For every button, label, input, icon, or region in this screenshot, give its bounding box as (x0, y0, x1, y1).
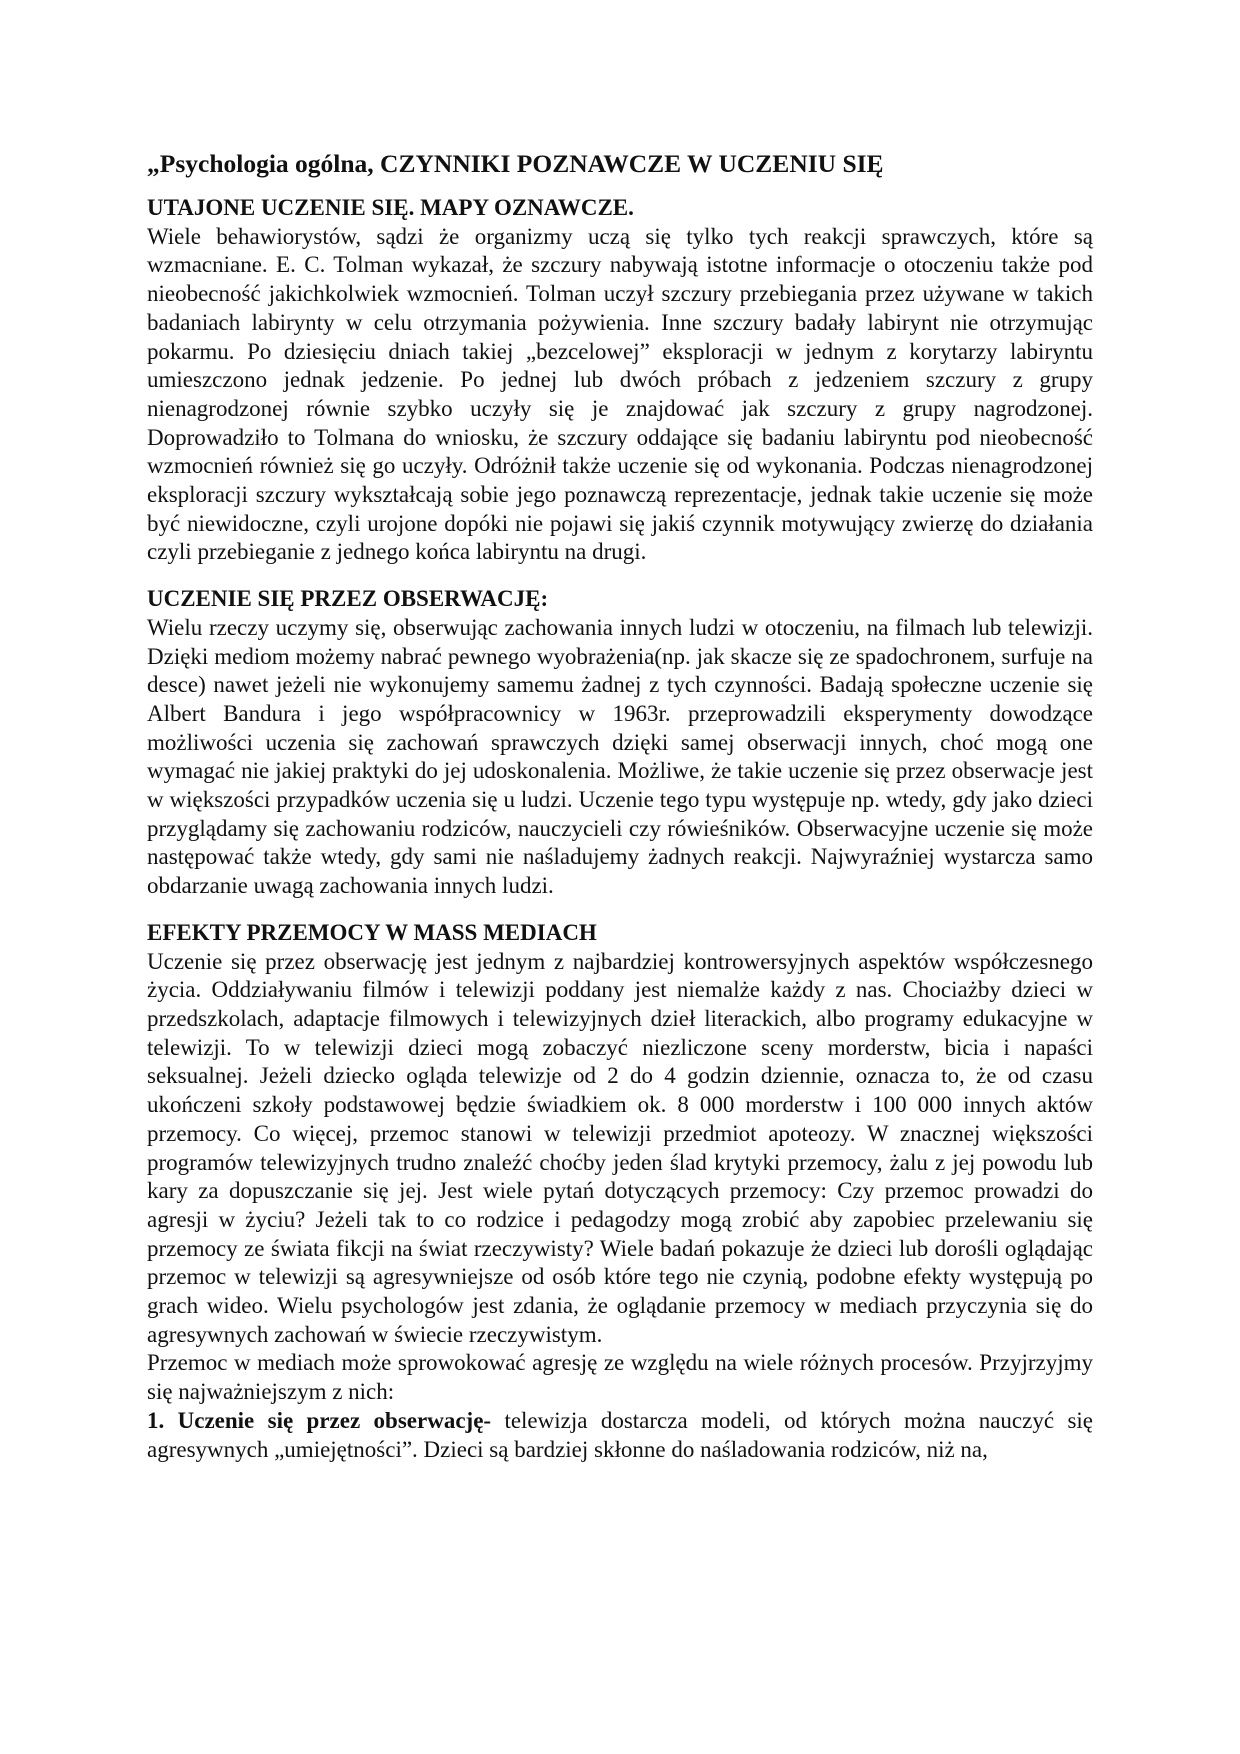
section-observational-learning (147, 585, 1093, 901)
paragraph: Przemoc w mediach może sprowokować agresję ze względu na wiele różnych procesów. Przyjrzyjmy się najważniejszym z nich: (147, 1350, 1093, 1405)
section-heading: EFEKTY PRZEMOCY W MASS MEDIACH (147, 919, 597, 945)
paragraph: Wielu rzeczy uczymy się, obserwując zachowania innych ludzi w otoczeniu, na filmach lub telewizji. Dzięki mediom możemy nabrać pewnego wyobrażenia(np. jak skacze się ze spadochronem, surfuje na desce) nawet jeżeli nie wykonujemy samemu żadnej z tych czynności. Badają społeczne uczenie się Albert Bandura i jego współpracownicy w 1963r. przeprowadzili eksperymenty dowodzące możliwości uczenia się zachowań sprawczych dzięki samej obserwacji innych, choć mogą one wymagać nie jakiej praktyki do jej udoskonalenia. Możliwe, że takie uczenie się przez obserwacje jest w większości przypadków uczenia się u ludzi. Uczenie tego typu występuje np. wtedy, gdy jako dzieci przyglądamy się zachowaniu rodziców, nauczycieli czy rówieśników. Obserwacyjne uczenie się może następować także wtedy, gdy sami nie naśladujemy żadnych reakcji. Najwyraźniej wystarcza samo obdarzanie uwagą zachowania innych ludzi. (147, 614, 1093, 899)
paragraph: Uczenie się przez obserwację jest jednym z najbardziej kontrowersyjnych aspektów współczesnego życia. Oddziaływaniu filmów i telewizji poddany jest niemalże każdy z nas. Chociażby dzieci w przedszkolach, adaptacje filmowych i telewizyjnych dzieł literackich, albo programy edukacyjne w telewizji. To w telewizji dzieci mogą zobaczyć niezliczone sceny morderstw, bicia i napaści seksualnej. Jeżeli dziecko ogląda telewizje od 2 do 4 godzin dziennie, oznacza to, że od czasu ukończeni szkoły podstawowej będzie świadkiem ok. 8 000 morderstw i 100 000 innych aktów przemocy. Co więcej, przemoc stanowi w telewizji przedmiot apoteozy. W znacznej większości programów telewizyjnych trudno znaleźć choćby jeden ślad krytyki przemocy, żalu z jej powodu lub kary za dopuszczanie się jej. Jest wiele pytań dotyczących przemocy: Czy przemoc prowadzi do agresji w życiu? Jeżeli tak to co rodzice i pedagodzy mogą zrobić aby zapobiec przelewaniu się przemocy ze świata fikcji na świat rzeczywisty? Wiele badań pokazuje że dzieci lub dorośli oglądając przemoc w telewizji są agresywniejsze od osób które tego nie czynią, podobne efekty występują po grach wideo. Wielu psychologów jest zdania, że oglądanie przemocy w mediach przyczynia się do agresywnych zachowań w świecie rzeczywistym. (147, 948, 1093, 1347)
list-item-text: telewizja dostarcza modeli, od których można nauczyć się agresywnych „umiejętności”. Dzieci są bardziej skłonne do naśladowania rodziców, niż na, (147, 1407, 1093, 1462)
list-item (147, 1407, 1093, 1464)
document-body (147, 148, 1093, 1482)
list-item-lead: 1. Uczenie się przez obserwację- (147, 1407, 492, 1433)
section-latent-learning (147, 194, 1093, 567)
section-heading: UTAJONE UCZENIE SIĘ. MAPY OZNAWCZE. (147, 195, 634, 220)
section-heading: UCZENIE SIĘ PRZEZ OBSERWACJĘ: (147, 586, 549, 612)
paragraph: Wiele behawiorystów, sądzi że organizmy uczą się tylko tych reakcji sprawczych, które są wzmacniane. E. C. Tolman wykazał, że szczury nabywają istotne informacje o otoczeniu także pod nieobecność jakichkolwiek wzmocnień. Tolman uczył szczury przebiegania przez używane w takich badaniach labirynty w celu otrzymania pożywienia. Inne szczury badały labirynt nie otrzymując pokarmu. Po dziesięciu dniach takiej „bezcelowej” eksploracji w jednym z korytarzy labiryntu umieszczono jednak jedzenie. Po jednej lub dwóch próbach z jedzeniem szczury z grupy nienagrodzonej równie szybko uczyły się je znajdować jak szczury z grupy nagrodzonej. Doprowadziło to Tolmana do wniosku, że szczury oddające się badaniu labiryntu pod nieobecność wzmocnień również się go uczyły. Odróżnił także uczenie się od wykonania. Podczas nienagrodzonej eksploracji szczury wykształcają sobie jego poznawczą reprezentacje, jednak takie uczenie się może być niewidoczne, czyli urojone dopóki nie pojawi się jakiś czynnik motywujący zwierzę do działania czyli przebieganie z jednego końca labiryntu na drugi. (147, 223, 1093, 565)
section-media-violence (147, 919, 1093, 1464)
page-title: „Psychologia ogólna, CZYNNIKI POZNAWCZE W UCZENIU SIĘ (147, 149, 884, 178)
